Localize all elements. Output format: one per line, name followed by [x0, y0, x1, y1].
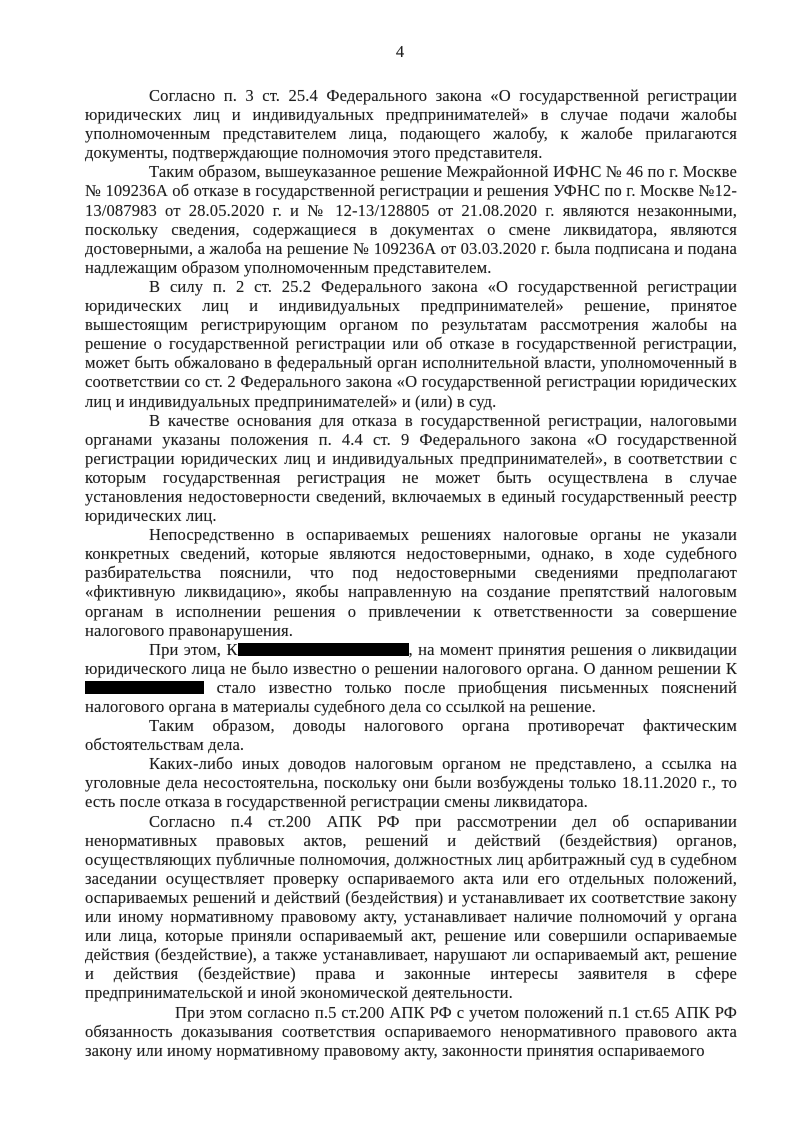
paragraph-apk-200-4: Согласно п.4 ст.200 АПК РФ при рассмотрении дел об оспаривании ненормативных правовых актов, решений и действий (бездействия) органов, осуществляющих публичные полномочия, должностных лиц арбитражный суд в судебном заседании осуществляет проверку оспариваемого акта или его отдельных положений, оспариваемых решений и действий (бездействия) и устанавливает их соответствие закону или иному нормативному правовому акту, устанавливает наличие полномочий у органа или лица, которые приняли оспариваемый акт, решение или совершили оспариваемые действия (бездействие), а также устанавливает, нарушают ли оспариваемый акт, решение и действия (бездействие) права и законные интересы заявителя в сфере предпринимательской и иной экономической деятельности. — [85, 811, 737, 1003]
paragraph-law-25-4: Согласно п. 3 ст. 25.4 Федерального закона «О государственной регистрации юридических лиц и индивидуальных предпринимателей» в случае подачи жалобы уполномоченным представителем лица, подающего жалобу, к жалобе прилагаются документы, подтверждающие полномочия этого представителя. — [85, 86, 737, 163]
page-number: 4 — [395, 42, 405, 61]
paragraph-arguments-contradict: Таким образом, доводы налогового органа противоречат фактическим обстоятельствам дела. — [85, 716, 737, 755]
paragraph-criminal-cases: Каких-либо иных доводов налоговым органом не представлено, а ссылка на уголовные дела несостоятельна, поскольку они были возбуждены только 18.11.2020 г., то есть после отказа в государственной регистрации смены ликвидатора. — [85, 754, 737, 812]
paragraph-apk-200-5: При этом согласно п.5 ст.200 АПК РФ с учетом положений п.1 ст.65 АПК РФ обязанность доказывания соответствия оспариваемого ненормативного правового акта закону или иному нормативному правовому акту, законности принятия оспариваемого — [85, 1002, 737, 1060]
redacted-paragraph-text-2: , на момент принятия решения о ликвидации юридического лица не было известно о решении налогового органа. О данном решении К — [85, 639, 737, 678]
redaction-box — [85, 681, 204, 694]
paragraph-redacted-person — [85, 640, 737, 716]
paragraph-law-25-2: В силу п. 2 ст. 25.2 Федерального закона «О государственной регистрации юридических лиц и индивидуальных предпринимателей» решение, принятое вышестоящим регистрирующим органом по результатам рассмотрения жалобы на решение о государственной регистрации или об отказе в государственной регистрации, может быть обжаловано в федеральный орган исполнительной власти, уполномоченный в соответствии со ст. 2 Федерального закона «О государственной регистрации юридических лиц и индивидуальных предпринимателей» и (или) в суд. — [85, 276, 737, 411]
redacted-paragraph-text-3: стало известно только после приобщения письменных пояснений налогового органа в материалы судебного дела со ссылкой на решение. — [85, 677, 737, 716]
document-body — [0, 86, 800, 1060]
redacted-paragraph-text-1: При этом, К — [149, 639, 238, 659]
redaction-box — [238, 643, 409, 656]
paragraph-fictitious-liquidation: Непосредственно в оспариваемых решениях налоговые органы не указали конкретных сведений, которые являются недостоверными, однако, в ходе судебного разбирательства пояснили, что под недостоверными сведениями предполагают «фиктивную ликвидацию», якобы направленную на создание препятствий налоговым органам в исполнении решения о привлечении к ответственности за совершение налогового правонарушения. — [85, 525, 737, 640]
paragraph-decisions-unlawful: Таким образом, вышеуказанное решение Межрайонной ИФНС № 46 по г. Москве № 109236А об отказе в государственной регистрации и решения УФНС по г. Москве №12-13/087983 от 28.05.2020 г. и № 12-13/128805 от 21.08.2020 г. являются незаконными, поскольку сведения, содержащиеся в документах о смене ликвидатора, являются достоверными, а жалоба на решение № 109236А от 03.03.2020 г. была подписана и подана надлежащим образом уполномоченным представителем. — [85, 162, 737, 277]
paragraph-refusal-grounds: В качестве основания для отказа в государственной регистрации, налоговыми органами указаны положения п. 4.4 ст. 9 Федерального закона «О государственной регистрации юридических лиц и индивидуальных предпринимателей», в соответствии с которым государственная регистрация не может быть осуществлена в случае установления недостоверности сведений, включаемых в единый государственный реестр юридических лиц. — [85, 410, 737, 526]
